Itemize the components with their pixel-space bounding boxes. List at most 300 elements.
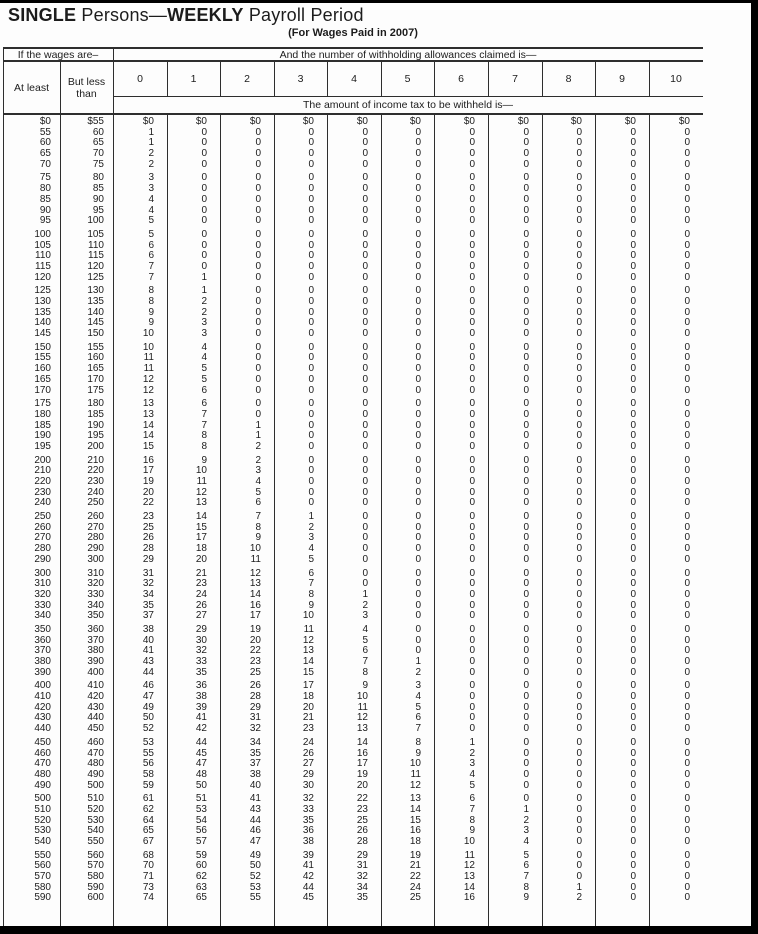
tax-amount-col-3: 0 bbox=[308, 260, 314, 272]
tax-amount-col-7: 0 bbox=[523, 634, 529, 646]
but-less-value: 70 bbox=[92, 148, 104, 160]
scan-edge-right bbox=[751, 0, 758, 934]
tax-amount-col-2: 3 bbox=[255, 465, 261, 477]
tax-amount-col-1: 48 bbox=[195, 768, 207, 780]
tax-amount-col-9: 0 bbox=[630, 543, 636, 555]
tax-amount-col-8: 0 bbox=[576, 511, 582, 523]
tax-amount-col-6: 0 bbox=[469, 532, 475, 544]
tax-amount-col-5: 24 bbox=[409, 881, 421, 893]
tax-amount-col-2: 0 bbox=[255, 126, 261, 138]
tax-amount-col-8: 0 bbox=[576, 172, 582, 184]
tax-amount-col-10: 0 bbox=[684, 588, 690, 600]
tax-amount-col-5: 0 bbox=[415, 250, 421, 262]
tax-amount-col-10: 0 bbox=[684, 712, 690, 724]
at-least-value: 250 bbox=[34, 511, 51, 523]
but-less-value: 150 bbox=[87, 328, 104, 340]
tax-amount-col-6: 0 bbox=[469, 567, 475, 579]
tax-amount-col-7: 0 bbox=[523, 723, 529, 735]
tax-amount-col-9: $0 bbox=[624, 116, 636, 127]
tax-amount-col-4: 28 bbox=[356, 836, 368, 847]
scan-edge-bottom bbox=[0, 926, 758, 934]
tax-amount-col-4: 0 bbox=[362, 398, 368, 410]
tax-amount-col-6: 0 bbox=[469, 623, 475, 635]
tax-amount-col-6: 0 bbox=[469, 419, 475, 431]
at-least-value: 280 bbox=[34, 543, 51, 555]
tax-amount-col-0: 68 bbox=[142, 849, 154, 861]
tax-amount-col-7: 0 bbox=[523, 623, 529, 635]
tax-amount-col-6: 0 bbox=[469, 430, 475, 442]
tax-amount-col-0: 2 bbox=[148, 148, 154, 160]
tax-amount-col-3: 2 bbox=[308, 521, 314, 533]
but-less-value: 125 bbox=[87, 271, 104, 283]
tax-amount-col-10: 0 bbox=[684, 373, 690, 385]
tax-amount-col-10: 0 bbox=[684, 892, 690, 904]
wage-row-block bbox=[3, 851, 703, 904]
at-least-value: 420 bbox=[34, 701, 51, 713]
tax-amount-col-0: 8 bbox=[148, 296, 154, 307]
tax-amount-col-7: 9 bbox=[523, 892, 529, 904]
tax-amount-col-8: 0 bbox=[576, 373, 582, 385]
at-least-value: 210 bbox=[34, 465, 51, 477]
tax-amount-col-3: 3 bbox=[308, 532, 314, 544]
tax-amount-col-2: 0 bbox=[255, 250, 261, 262]
tax-amount-col-8: 0 bbox=[576, 317, 582, 329]
tax-amount-col-3: 7 bbox=[308, 578, 314, 590]
but-less-value: 145 bbox=[87, 317, 104, 329]
tax-amount-col-8: 0 bbox=[576, 634, 582, 646]
tax-amount-col-2: 0 bbox=[255, 341, 261, 353]
allowance-col-header: 3 bbox=[297, 73, 304, 85]
tax-amount-col-10: 0 bbox=[684, 440, 690, 452]
but-less-value: 500 bbox=[87, 779, 104, 791]
tax-amount-col-0: 8 bbox=[148, 285, 154, 297]
tax-amount-col-0: 12 bbox=[142, 384, 154, 396]
tax-amount-col-0: 17 bbox=[142, 465, 154, 477]
tax-amount-col-0: 65 bbox=[142, 825, 154, 837]
tax-amount-col-10: 0 bbox=[684, 497, 690, 509]
table-row bbox=[3, 569, 703, 580]
page-subtitle: (For Wages Paid in 2007) bbox=[288, 27, 418, 39]
tax-amount-col-3: 0 bbox=[308, 228, 314, 240]
tax-amount-col-1: 3 bbox=[201, 317, 207, 329]
table-row bbox=[3, 297, 703, 308]
tax-amount-col-9: 0 bbox=[630, 285, 636, 297]
tax-amount-col-3: 1 bbox=[308, 511, 314, 523]
tax-amount-col-6: 0 bbox=[469, 328, 475, 340]
table-row bbox=[3, 442, 703, 453]
tax-amount-col-8: 0 bbox=[576, 656, 582, 667]
table-row bbox=[3, 262, 703, 273]
tax-amount-col-2: 0 bbox=[255, 306, 261, 318]
tax-amount-col-1: 44 bbox=[195, 736, 207, 748]
tax-amount-col-3: 27 bbox=[302, 758, 314, 770]
wage-row-block bbox=[3, 343, 703, 396]
tax-amount-col-4: 34 bbox=[356, 881, 368, 893]
tax-amount-col-10: 0 bbox=[684, 341, 690, 353]
tax-amount-col-4: 0 bbox=[362, 158, 368, 170]
tax-amount-col-0: 43 bbox=[142, 656, 154, 667]
tax-amount-col-6: 0 bbox=[469, 317, 475, 329]
table-row bbox=[3, 216, 703, 227]
tax-amount-col-2: 43 bbox=[249, 803, 261, 815]
tax-amount-col-5: 21 bbox=[409, 860, 421, 872]
tax-amount-col-7: 0 bbox=[523, 532, 529, 544]
table-row bbox=[3, 230, 703, 241]
tax-amount-col-1: 5 bbox=[201, 363, 207, 375]
at-least-value: 390 bbox=[34, 666, 51, 678]
tax-amount-col-0: 40 bbox=[142, 634, 154, 646]
tax-amount-col-9: 0 bbox=[630, 849, 636, 861]
tax-amount-col-5: 0 bbox=[415, 465, 421, 477]
wage-row-block bbox=[3, 512, 703, 565]
tax-amount-col-6: 0 bbox=[469, 680, 475, 692]
tax-amount-col-9: 0 bbox=[630, 440, 636, 452]
tax-amount-col-6: 12 bbox=[463, 860, 475, 872]
tax-amount-col-4: 23 bbox=[356, 803, 368, 815]
tax-amount-col-10: 0 bbox=[684, 793, 690, 805]
tax-amount-col-9: 0 bbox=[630, 881, 636, 893]
table-row bbox=[3, 117, 703, 128]
tax-amount-col-0: 10 bbox=[142, 328, 154, 340]
tax-amount-col-2: 17 bbox=[249, 610, 261, 622]
tax-amount-col-4: 0 bbox=[362, 543, 368, 555]
tax-amount-col-5: 0 bbox=[415, 228, 421, 240]
tax-amount-col-1: 60 bbox=[195, 860, 207, 872]
tax-amount-col-7: 0 bbox=[523, 228, 529, 240]
but-less-value: 210 bbox=[87, 454, 104, 466]
tax-amount-col-3: 0 bbox=[308, 285, 314, 297]
tax-amount-col-2: 0 bbox=[255, 148, 261, 160]
tax-amount-col-0: 35 bbox=[142, 599, 154, 611]
tax-amount-col-5: 0 bbox=[415, 419, 421, 431]
tax-amount-col-9: 0 bbox=[630, 306, 636, 318]
tax-amount-col-6: 16 bbox=[463, 892, 475, 904]
tax-amount-col-3: 38 bbox=[302, 836, 314, 847]
tax-amount-col-1: 63 bbox=[195, 881, 207, 893]
tax-amount-col-0: 7 bbox=[148, 260, 154, 272]
tax-amount-col-3: 0 bbox=[308, 306, 314, 318]
tax-amount-col-4: 12 bbox=[356, 712, 368, 724]
tax-amount-col-9: 0 bbox=[630, 228, 636, 240]
tax-amount-col-10: 0 bbox=[684, 306, 690, 318]
tax-amount-col-5: 0 bbox=[415, 363, 421, 375]
tax-amount-col-3: 0 bbox=[308, 328, 314, 340]
tax-amount-col-8: 0 bbox=[576, 363, 582, 375]
tax-amount-col-2: 0 bbox=[255, 363, 261, 375]
table-row bbox=[3, 781, 703, 792]
tax-amount-col-3: 23 bbox=[302, 723, 314, 735]
but-less-value: 360 bbox=[87, 623, 104, 635]
tax-amount-col-1: 4 bbox=[201, 352, 207, 364]
tax-amount-col-8: 0 bbox=[576, 793, 582, 805]
tax-amount-col-9: 0 bbox=[630, 341, 636, 353]
but-less-value: 165 bbox=[87, 363, 104, 375]
at-least-value: 200 bbox=[34, 454, 51, 466]
tax-amount-col-4: 17 bbox=[356, 758, 368, 770]
table-row bbox=[3, 657, 703, 668]
tax-amount-col-1: 27 bbox=[195, 610, 207, 622]
but-less-value: 135 bbox=[87, 296, 104, 307]
but-less-value: 410 bbox=[87, 680, 104, 692]
tax-amount-col-0: 29 bbox=[142, 553, 154, 565]
tax-amount-col-3: $0 bbox=[302, 116, 314, 127]
tax-amount-col-1: 13 bbox=[195, 497, 207, 509]
tax-amount-col-1: 0 bbox=[201, 215, 207, 227]
allowance-col-header: 9 bbox=[619, 73, 625, 85]
tax-amount-col-9: 0 bbox=[630, 430, 636, 442]
but-less-value: 490 bbox=[87, 768, 104, 780]
table-row bbox=[3, 837, 703, 848]
tax-amount-col-6: 0 bbox=[469, 204, 475, 216]
tax-amount-col-4: 5 bbox=[362, 634, 368, 646]
tax-amount-col-2: 52 bbox=[249, 871, 261, 883]
table-row bbox=[3, 851, 703, 862]
tax-amount-col-2: 5 bbox=[255, 486, 261, 498]
at-least-value: 340 bbox=[34, 610, 51, 622]
tax-amount-col-4: 10 bbox=[356, 691, 368, 703]
tax-amount-col-2: 26 bbox=[249, 680, 261, 692]
tax-amount-col-2: 9 bbox=[255, 532, 261, 544]
tax-amount-col-7: 6 bbox=[523, 860, 529, 872]
wages-header-label: If the wages are– bbox=[17, 49, 99, 61]
tax-amount-col-5: 0 bbox=[415, 215, 421, 227]
at-least-value: 490 bbox=[34, 779, 51, 791]
tax-amount-col-8: 0 bbox=[576, 736, 582, 748]
tax-amount-col-5: 10 bbox=[409, 758, 421, 770]
at-least-value: 430 bbox=[34, 712, 51, 724]
table-row bbox=[3, 206, 703, 217]
tax-amount-col-3: 39 bbox=[302, 849, 314, 861]
tax-amount-col-10: 0 bbox=[684, 148, 690, 160]
tax-amount-col-6: 0 bbox=[469, 497, 475, 509]
tax-amount-col-7: 0 bbox=[523, 250, 529, 262]
tax-amount-col-7: 0 bbox=[523, 440, 529, 452]
tax-amount-col-0: 12 bbox=[142, 373, 154, 385]
at-least-value: 440 bbox=[34, 723, 51, 735]
tax-amount-col-9: 0 bbox=[630, 126, 636, 138]
tax-amount-col-4: 0 bbox=[362, 408, 368, 420]
tax-amount-col-2: 13 bbox=[249, 578, 261, 590]
tax-amount-col-2: 25 bbox=[249, 666, 261, 678]
table-row bbox=[3, 364, 703, 375]
but-less-than-column-header: But less than bbox=[67, 75, 106, 100]
tax-amount-col-1: 18 bbox=[195, 543, 207, 555]
tax-amount-col-0: 28 bbox=[142, 543, 154, 555]
but-less-value: $55 bbox=[87, 116, 104, 127]
tax-amount-col-3: 4 bbox=[308, 543, 314, 555]
tax-amount-col-0: 70 bbox=[142, 860, 154, 872]
tax-amount-col-8: 1 bbox=[576, 881, 582, 893]
tax-amount-col-9: 0 bbox=[630, 860, 636, 872]
tax-amount-col-1: 1 bbox=[201, 285, 207, 297]
at-least-value: 180 bbox=[34, 408, 51, 420]
tax-amount-col-0: 9 bbox=[148, 306, 154, 318]
allowance-col-header: 2 bbox=[244, 73, 250, 85]
wage-row-block bbox=[3, 738, 703, 791]
at-least-value: 110 bbox=[35, 250, 51, 262]
tax-amount-col-0: 14 bbox=[142, 419, 154, 431]
tax-amount-col-4: 0 bbox=[362, 521, 368, 533]
but-less-value: 400 bbox=[87, 666, 104, 678]
tax-amount-col-5: 22 bbox=[409, 871, 421, 883]
tax-amount-col-9: 0 bbox=[630, 758, 636, 770]
tax-amount-col-5: 0 bbox=[415, 148, 421, 160]
tax-amount-col-8: 0 bbox=[576, 532, 582, 544]
tax-amount-col-9: 0 bbox=[630, 599, 636, 611]
at-least-value: 530 bbox=[34, 825, 51, 837]
tax-amount-col-9: 0 bbox=[630, 701, 636, 713]
tax-amount-col-0: 9 bbox=[148, 317, 154, 329]
tax-amount-col-8: 0 bbox=[576, 849, 582, 861]
at-least-value: 130 bbox=[34, 296, 51, 307]
tax-amount-col-4: 0 bbox=[362, 486, 368, 498]
tax-amount-col-8: 0 bbox=[576, 623, 582, 635]
tax-amount-col-8: 0 bbox=[576, 567, 582, 579]
tax-amount-col-2: 2 bbox=[255, 454, 261, 466]
tax-amount-col-8: 0 bbox=[576, 193, 582, 205]
tax-amount-col-10: 0 bbox=[684, 825, 690, 837]
tax-amount-col-8: 0 bbox=[576, 691, 582, 703]
but-less-value: 260 bbox=[87, 511, 104, 523]
tax-amount-col-8: $0 bbox=[570, 116, 582, 127]
tax-amount-col-10: 0 bbox=[684, 228, 690, 240]
at-least-value: 90 bbox=[39, 204, 51, 216]
at-least-value: 310 bbox=[34, 578, 51, 590]
at-least-value: 400 bbox=[34, 680, 51, 692]
tax-amount-col-9: 0 bbox=[630, 454, 636, 466]
tax-amount-col-8: 0 bbox=[576, 384, 582, 396]
tax-amount-col-9: 0 bbox=[630, 588, 636, 600]
tax-amount-col-5: 0 bbox=[415, 204, 421, 216]
tax-amount-col-7: 0 bbox=[523, 408, 529, 420]
tax-amount-col-2: 19 bbox=[249, 623, 261, 635]
tax-amount-col-3: 42 bbox=[302, 871, 314, 883]
tax-amount-col-0: 6 bbox=[148, 239, 154, 251]
at-least-value: 190 bbox=[34, 430, 51, 442]
tax-amount-col-4: 0 bbox=[362, 454, 368, 466]
tax-amount-col-7: 0 bbox=[523, 610, 529, 622]
tax-amount-col-6: 0 bbox=[469, 296, 475, 307]
tax-amount-col-6: 0 bbox=[469, 701, 475, 713]
wage-row-block bbox=[3, 117, 703, 170]
tax-amount-col-10: 0 bbox=[684, 285, 690, 297]
tax-amount-col-7: 0 bbox=[523, 193, 529, 205]
tax-amount-col-5: 14 bbox=[409, 803, 421, 815]
tax-amount-col-0: 19 bbox=[142, 476, 154, 487]
but-less-value: 270 bbox=[87, 521, 104, 533]
tax-amount-col-0: 32 bbox=[142, 578, 154, 590]
tax-amount-col-3: 0 bbox=[308, 317, 314, 329]
at-least-value: 70 bbox=[39, 158, 51, 170]
tax-amount-col-4: 0 bbox=[362, 285, 368, 297]
tax-amount-col-3: 24 bbox=[302, 736, 314, 748]
tax-amount-col-8: 0 bbox=[576, 285, 582, 297]
at-least-value: 330 bbox=[34, 599, 51, 611]
but-less-value: 550 bbox=[87, 836, 104, 847]
tax-amount-col-1: 0 bbox=[201, 239, 207, 251]
tax-amount-col-0: 5 bbox=[148, 228, 154, 240]
tax-amount-col-10: 0 bbox=[684, 779, 690, 791]
tax-amount-col-9: 0 bbox=[630, 656, 636, 667]
table-row bbox=[3, 523, 703, 534]
tax-amount-col-9: 0 bbox=[630, 172, 636, 184]
table-row bbox=[3, 636, 703, 647]
tax-amount-col-4: 20 bbox=[356, 779, 368, 791]
tax-amount-col-4: 0 bbox=[362, 193, 368, 205]
tax-amount-col-3: 0 bbox=[308, 486, 314, 498]
tax-amount-col-6: 0 bbox=[469, 408, 475, 420]
table-row bbox=[3, 273, 703, 284]
tax-amount-col-5: 0 bbox=[415, 454, 421, 466]
table-row bbox=[3, 555, 703, 566]
table-grid-line bbox=[3, 113, 703, 115]
tax-amount-col-9: 0 bbox=[630, 373, 636, 385]
tax-amount-col-3: 0 bbox=[308, 296, 314, 307]
tax-amount-col-8: 0 bbox=[576, 871, 582, 883]
tax-amount-col-4: 16 bbox=[356, 747, 368, 759]
table-row bbox=[3, 488, 703, 499]
tax-amount-col-7: 0 bbox=[523, 521, 529, 533]
tax-amount-col-1: 56 bbox=[195, 825, 207, 837]
at-least-value: 220 bbox=[34, 476, 51, 487]
tax-amount-col-7: 0 bbox=[523, 486, 529, 498]
tax-amount-col-7: 0 bbox=[523, 430, 529, 442]
tax-amount-col-7: 0 bbox=[523, 137, 529, 149]
tax-amount-col-5: 13 bbox=[409, 793, 421, 805]
at-least-value: 185 bbox=[34, 419, 51, 431]
tax-amount-col-6: 0 bbox=[469, 543, 475, 555]
table-row bbox=[3, 138, 703, 149]
tax-amount-col-7: 0 bbox=[523, 497, 529, 509]
tax-amount-col-10: 0 bbox=[684, 126, 690, 138]
tax-amount-col-0: 25 bbox=[142, 521, 154, 533]
but-less-value: 390 bbox=[87, 656, 104, 667]
tax-amount-col-2: 29 bbox=[249, 701, 261, 713]
but-less-value: 175 bbox=[87, 384, 104, 396]
but-less-value: 60 bbox=[92, 126, 104, 138]
tax-amount-col-6: 0 bbox=[469, 158, 475, 170]
title-payroll-period: Payroll Period bbox=[248, 5, 364, 25]
tax-amount-col-3: 10 bbox=[302, 610, 314, 622]
at-least-value: 60 bbox=[39, 137, 51, 149]
tax-amount-col-5: 0 bbox=[415, 398, 421, 410]
tax-amount-col-0: 46 bbox=[142, 680, 154, 692]
tax-amount-col-4: 0 bbox=[362, 440, 368, 452]
tax-amount-col-7: 0 bbox=[523, 328, 529, 340]
tax-amount-col-0: 64 bbox=[142, 814, 154, 826]
table-row bbox=[3, 872, 703, 883]
tax-amount-col-10: 0 bbox=[684, 317, 690, 329]
tax-amount-col-8: 0 bbox=[576, 803, 582, 815]
tax-amount-col-2: 0 bbox=[255, 285, 261, 297]
at-least-value: 580 bbox=[34, 881, 51, 893]
tax-amount-col-7: 2 bbox=[523, 814, 529, 826]
tax-amount-col-4: 0 bbox=[362, 497, 368, 509]
tax-amount-col-8: 0 bbox=[576, 588, 582, 600]
table-row bbox=[3, 759, 703, 770]
table-row bbox=[3, 893, 703, 904]
tax-amount-col-0: 52 bbox=[142, 723, 154, 735]
at-least-value: 460 bbox=[34, 747, 51, 759]
tax-amount-col-2: 0 bbox=[255, 172, 261, 184]
tax-amount-col-10: 0 bbox=[684, 723, 690, 735]
tax-amount-col-6: 0 bbox=[469, 521, 475, 533]
tax-amount-col-10: 0 bbox=[684, 803, 690, 815]
but-less-value: 110 bbox=[88, 239, 104, 251]
tax-amount-col-2: 0 bbox=[255, 296, 261, 307]
tax-amount-col-10: 0 bbox=[684, 352, 690, 364]
tax-amount-col-1: 0 bbox=[201, 148, 207, 160]
